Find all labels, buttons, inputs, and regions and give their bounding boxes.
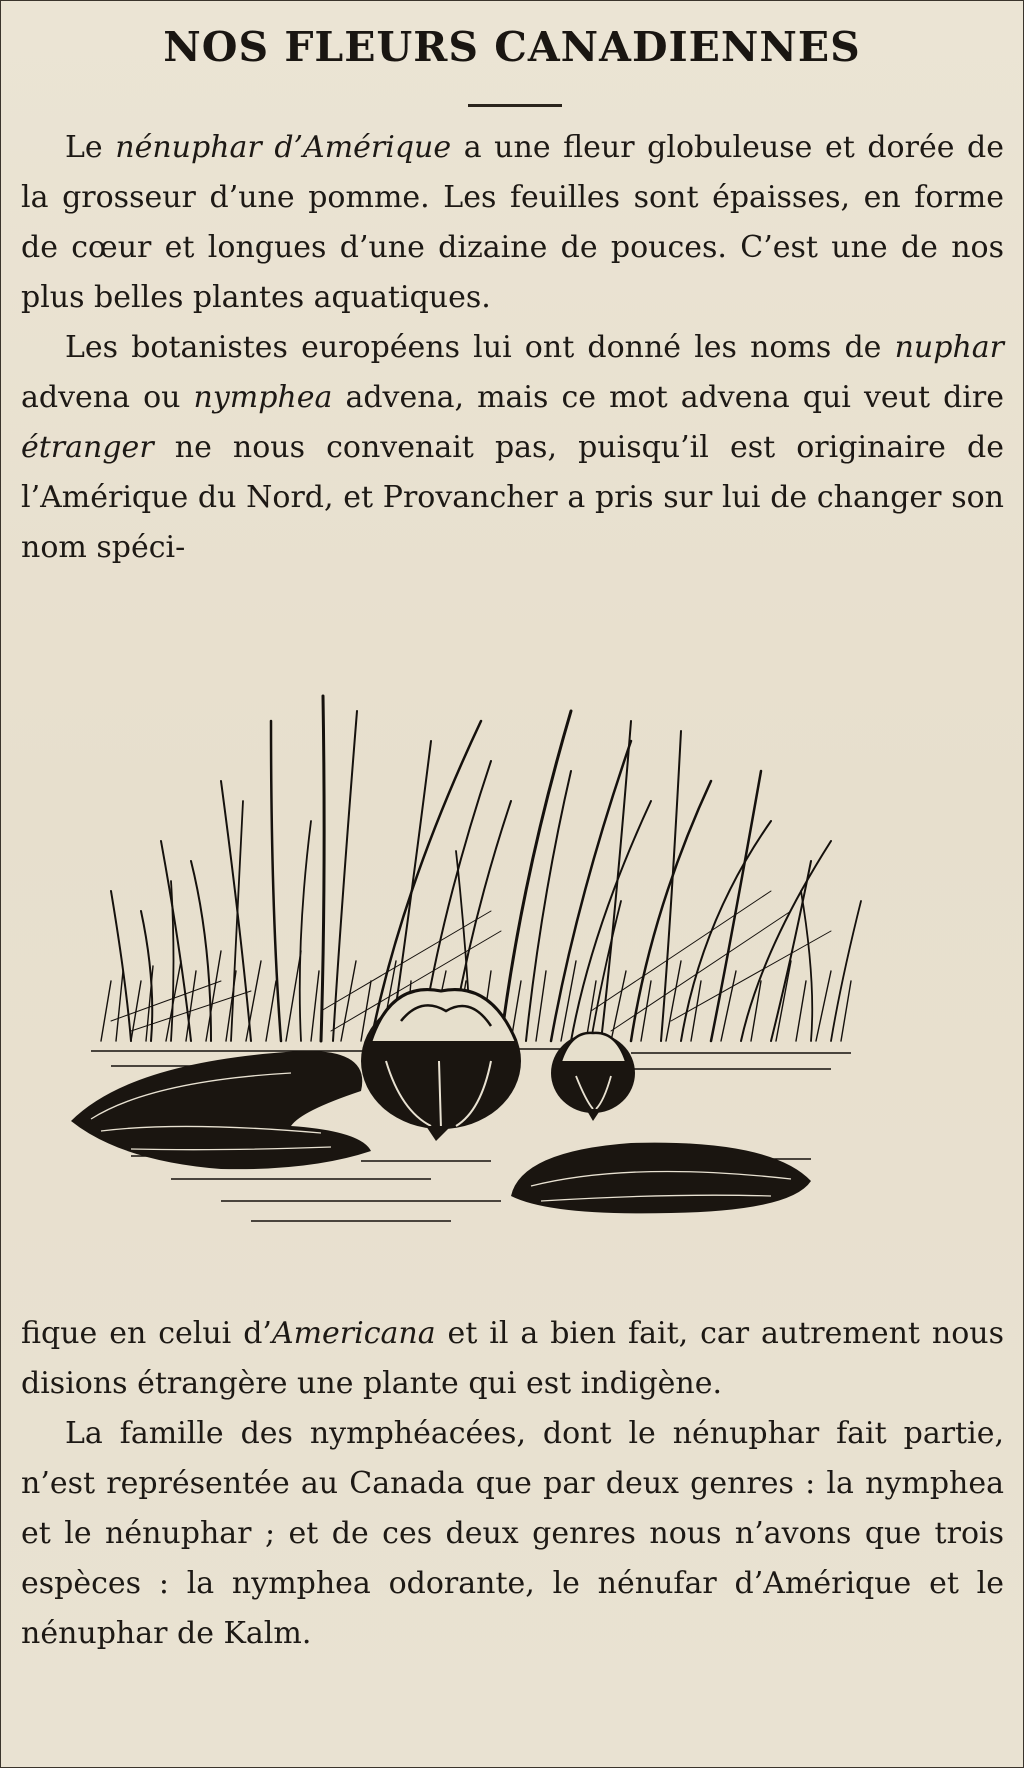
paragraph-2-text-1: Les botanistes européens lui ont donné les noms de [65,330,895,365]
page-title: NOS FLEURS CANADIENNES [163,23,861,71]
paragraph-1-italic-1: nénuphar d’Amérique [115,130,452,165]
lily-flower-small [551,1033,635,1121]
text-block-bottom [21,1309,1004,1659]
lily-flower-large [361,990,521,1141]
paragraph-1-text-2: a une fleur globuleuse et dorée de la grosseur d’une pomme. Les feuilles sont épaisses, en forme de cœur et longues d’une dizaine de pouces. C’est une de nos plus belles plantes aquatiques. [21,130,1004,315]
paragraph-2-text-2: advena ou [21,380,194,415]
reeds-group [101,696,861,1041]
paragraph-3-text-2: et il a bien fait, car autrement nous disions étrangère une plante qui est indigène. [21,1316,1004,1401]
lily-pad-right [511,1143,811,1214]
paragraph-2-italic-3: étranger [21,430,154,465]
paragraph-2-italic-2: nymphea [193,380,333,415]
water-lily-illustration [71,681,931,1271]
title-rule [468,104,562,107]
paragraph-4: La famille des nymphéacées, dont le nénuphar fait partie, n’est représentée au Canada que par deux genres : la nymphea et le nénuphar ; et de ces deux genres nous n’avons que trois espèces : la nymphea odorante, le nénufar d’Amérique et le nénuphar de Kalm. [21,1416,1004,1651]
paragraph-2-italic-1: nuphar [894,330,1004,365]
paragraph-1 [21,123,1004,323]
lily-pad-left [71,1051,371,1169]
paragraph-1-text-1: Le [65,130,116,165]
paragraph-3 [21,1309,1004,1409]
text-block-top [21,123,1004,573]
paragraph-2 [21,323,1004,573]
paragraph-3-text-1: fique en celui d’ [21,1316,272,1351]
paragraph-2-text-4: ne nous convenait pas, puisqu’il est originaire de l’Amérique du Nord, et Provancher a pris sur lui de changer son nom spéci- [21,430,1004,565]
paragraph-2-text-3: advena, mais ce mot advena qui veut dire [332,380,1004,415]
paragraph-3-italic-1: Americana [271,1316,436,1351]
